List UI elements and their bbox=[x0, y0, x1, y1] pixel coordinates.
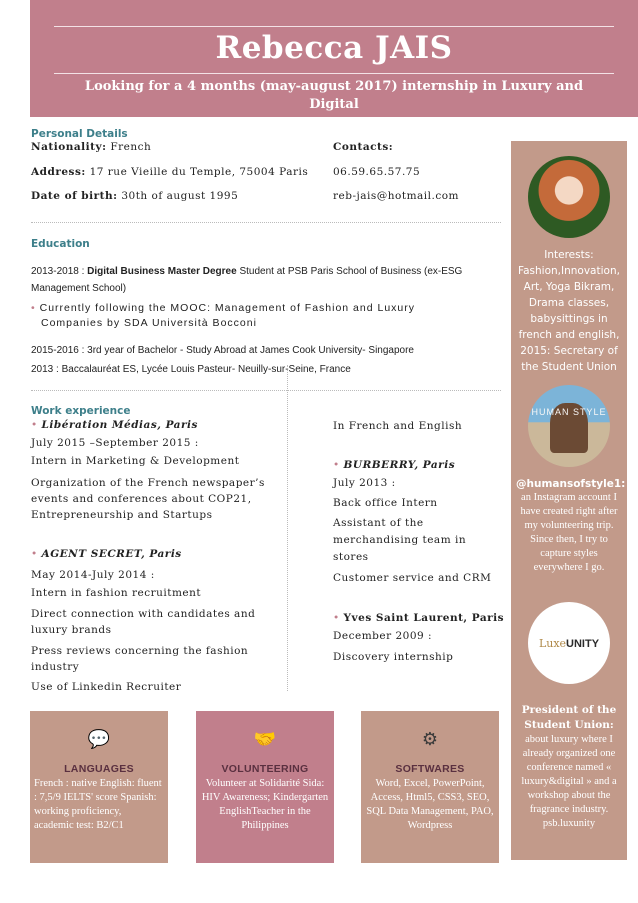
job-agent-secret-desc-5: Use of Linkedin Recruiter bbox=[31, 681, 182, 693]
divider-personal bbox=[31, 222, 501, 223]
handshake-icon: 🤝 bbox=[253, 729, 277, 750]
gears-icon: ⚙ bbox=[421, 729, 439, 750]
personal-details-title: Personal Details bbox=[31, 128, 128, 140]
nationality-value: French bbox=[110, 141, 152, 153]
sidebar bbox=[511, 141, 627, 860]
humansofstyle-block bbox=[516, 477, 626, 575]
nationality-label: Nationality: bbox=[31, 141, 107, 153]
job-agent-secret-title: • AGENT SECRET, Paris bbox=[31, 548, 182, 560]
job-burberry-desc-4: Customer service and CRM bbox=[333, 572, 492, 584]
volunteering-text: Volunteer at Solidarité Sida: HIV Awareness; Kindergarten EnglishTeacher in the Philippines bbox=[201, 778, 329, 831]
luxunity-logo: LuxeUNITY bbox=[528, 602, 610, 684]
education-item-master-school: Management School) bbox=[31, 283, 127, 294]
dob-label: Date of birth: bbox=[31, 190, 118, 202]
nationality-line bbox=[31, 141, 151, 153]
dob-line bbox=[31, 190, 238, 202]
president-text: about luxury where I already organized one conference named « luxury&digital » and a workshop about the fragrance industry. psb.luxunity bbox=[521, 734, 617, 829]
job-agent-secret-desc-1: Direct connection with candidates and bbox=[31, 608, 256, 620]
languages-box bbox=[30, 711, 168, 863]
job-burberry-title: • BURBERRY, Paris bbox=[333, 459, 456, 471]
languages-title: LANGUAGES bbox=[64, 763, 134, 775]
address-value: 17 rue Vieille du Temple, 75004 Paris bbox=[89, 166, 309, 178]
job-agent-secret-dates: May 2014-July 2014 : bbox=[31, 569, 155, 581]
job-agent-secret-desc-2: luxury brands bbox=[31, 624, 112, 636]
job-liberation-role: Intern in Marketing & Development bbox=[31, 455, 240, 467]
job-liberation-desc-1: Organization of the French newspaper’s bbox=[31, 477, 265, 489]
job-agent-secret-role: Intern in fashion recruitment bbox=[31, 587, 202, 599]
job-burberry-dates: July 2013 : bbox=[333, 477, 396, 489]
email-address[interactable]: reb-jais@hotmail.com bbox=[333, 190, 459, 202]
softwares-text: Word, Excel, PowerPoint, Access, Html5, CSS3, SEO, SQL Data Management, PAO, Wordpress bbox=[366, 778, 494, 831]
education-item-bachelor: 2015-2016 : 3rd year of Bachelor - Study Abroad at James Cook University- Singapore bbox=[31, 345, 414, 356]
humansofstyle-text: an Instagram account I have created right after my volunteering trip. Since then, I try to capture styles everywhere I go. bbox=[520, 492, 618, 573]
job-ysl-role: Discovery internship bbox=[333, 651, 454, 663]
job-burberry-desc-3: stores bbox=[333, 551, 369, 563]
humansofstyle-logo-text: HUMAN STYLE bbox=[531, 407, 607, 417]
divider-education bbox=[31, 390, 501, 391]
volunteering-box bbox=[196, 711, 334, 863]
mooc-line-1: • Currently following the MOOC: Management of Fashion and Luxury bbox=[31, 302, 416, 314]
master-degree: Digital Business Master Degree bbox=[87, 266, 237, 277]
work-column-divider bbox=[287, 365, 288, 691]
address-line bbox=[31, 166, 308, 178]
job-liberation-dates: July 2015 –September 2015 : bbox=[31, 437, 199, 449]
contacts-label: Contacts: bbox=[333, 141, 394, 153]
job-liberation-desc-3: Entrepreneurship and Startups bbox=[31, 509, 213, 521]
mooc-line-2: Companies by SDA Università Bocconi bbox=[41, 317, 257, 329]
header-rule-top bbox=[54, 26, 614, 27]
languages-text: French : native English: fluent : 7,5/9 IELTS' score Spanish: working proficiency, academic test: B2/C1 bbox=[34, 778, 162, 831]
bullet-icon: • bbox=[31, 302, 36, 314]
job-ysl-title: • Yves Saint Laurent, Paris bbox=[333, 612, 505, 624]
job-liberation-desc-2: events and conferences about COP21, bbox=[31, 493, 252, 505]
job-liberation-languages: In French and English bbox=[333, 420, 463, 432]
dob-value: 30th of august 1995 bbox=[121, 190, 239, 202]
job-ysl-dates: December 2009 : bbox=[333, 630, 433, 642]
speech-bubble-icon: 💬 bbox=[87, 729, 111, 750]
job-burberry-desc-2: merchandising team in bbox=[333, 534, 467, 546]
volunteering-title: VOLUNTEERING bbox=[221, 763, 309, 775]
softwares-title: SOFTWARES bbox=[395, 763, 465, 775]
phone-number: 06.59.65.57.75 bbox=[333, 166, 421, 178]
humansofstyle-title[interactable]: @humansofstyle1: bbox=[516, 478, 626, 490]
job-agent-secret-desc-4: industry bbox=[31, 661, 80, 673]
header-rule-middle bbox=[54, 73, 614, 74]
president-title: President of the Student Union: bbox=[521, 704, 617, 731]
humansofstyle-photo bbox=[528, 385, 610, 467]
job-agent-secret-desc-3: Press reviews concerning the fashion bbox=[31, 645, 249, 657]
job-liberation-title: • Libération Médias, Paris bbox=[31, 419, 198, 431]
president-block bbox=[515, 703, 623, 853]
job-burberry-role: Back office Intern bbox=[333, 497, 438, 509]
job-burberry-desc-1: Assistant of the bbox=[333, 517, 424, 529]
softwares-box bbox=[361, 711, 499, 863]
education-item-baccalaureat: 2013 : Baccalauréat ES, Lycée Louis Pasteur- Neuilly-sur-Seine, France bbox=[31, 364, 351, 375]
address-label: Address: bbox=[31, 166, 86, 178]
candidate-name: Rebecca JAIS bbox=[215, 30, 453, 66]
education-item-master: 2013-2018 : Digital Business Master Degree Student at PSB Paris School of Business (ex-ESG bbox=[31, 266, 463, 277]
education-title: Education bbox=[31, 238, 90, 250]
candidate-tagline: Looking for a 4 months (may-august 2017) internship in Luxury and Digital bbox=[84, 79, 584, 112]
interests-text: Interests: Fashion,Innovation, Art, Yoga Bikram, Drama classes, babysittings in french and english, 2015: Secretary of the Student Union bbox=[518, 249, 620, 373]
profile-photo bbox=[528, 156, 610, 238]
work-experience-title: Work experience bbox=[31, 405, 131, 417]
header-banner bbox=[30, 0, 638, 117]
